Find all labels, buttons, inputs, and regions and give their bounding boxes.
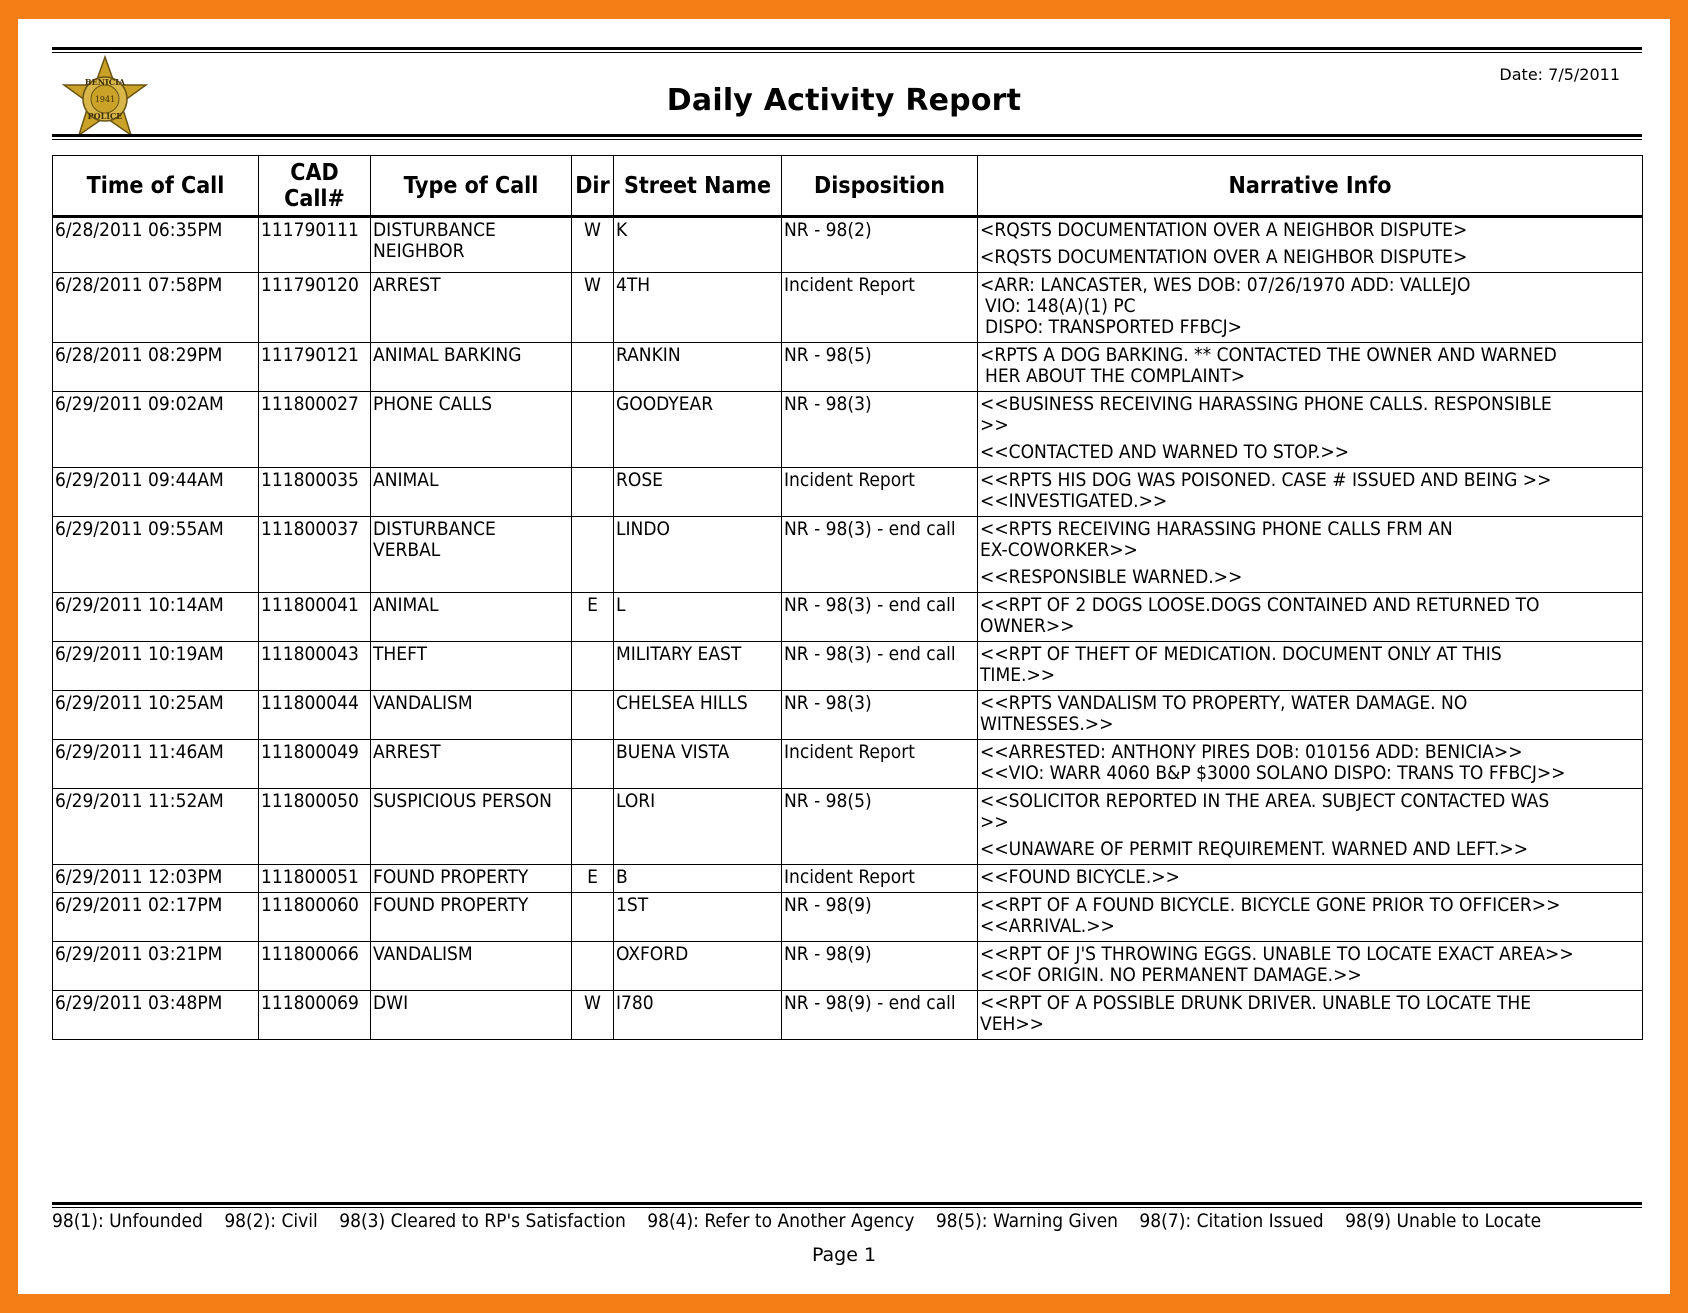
cell-cad-call (259, 740, 371, 789)
cell-time-of-call (53, 468, 259, 517)
cell-disposition (782, 593, 978, 642)
cell-cad-call (259, 392, 371, 468)
narrative-line: <<VIO: WARR 4060 B&P $3000 SOLANO DISPO: TRANS TO FFBCJ>> (980, 762, 1566, 784)
cell-disposition (782, 273, 978, 343)
cell-cad-call (259, 942, 371, 991)
cell-time-of-call-text: 6/29/2011 10:14AM (55, 594, 224, 616)
cell-type-of-call (371, 691, 572, 740)
cell-street-name (614, 991, 782, 1040)
cell-type-of-call-text: VANDALISM (373, 692, 473, 714)
cell-disposition (782, 392, 978, 468)
narrative-line: <<OF ORIGIN. NO PERMANENT DAMAGE.>> (980, 964, 1362, 986)
cell-street-name (614, 273, 782, 343)
narrative-line: <<RPTS HIS DOG WAS POISONED. CASE # ISSUED AND BEING >> (980, 469, 1552, 491)
cell-cad-call (259, 593, 371, 642)
cell-time-of-call (53, 593, 259, 642)
cell-type-of-call (371, 789, 572, 865)
cell-street-name (614, 740, 782, 789)
cell-dir-text: W (584, 219, 601, 241)
cell-narrative-info (978, 789, 1643, 865)
cell-cad-call-text: 111800060 (261, 894, 359, 916)
table-row (53, 392, 1643, 468)
cell-narrative-info (978, 991, 1643, 1040)
cell-time-of-call (53, 893, 259, 942)
cell-type-of-call (371, 217, 572, 273)
cell-narrative-info (978, 217, 1643, 273)
cell-time-of-call (53, 865, 259, 893)
narrative-line: <<RPT OF A FOUND BICYCLE. BICYCLE GONE PRIOR TO OFFICER>> (980, 894, 1561, 916)
cell-type-of-call (371, 865, 572, 893)
top-rule (52, 47, 1642, 53)
narrative-line: <<FOUND BICYCLE.>> (980, 866, 1180, 888)
legend-item: 98(1): Unfounded (52, 1210, 203, 1232)
narrative-line: <ARR: LANCASTER, WES DOB: 07/26/1970 ADD: VALLEJO (980, 274, 1471, 296)
cell-street-name-text: BUENA VISTA (616, 741, 730, 763)
table-row (53, 343, 1643, 392)
cell-street-name-text: 1ST (616, 894, 649, 916)
cell-cad-call-text: 111800051 (261, 866, 359, 888)
cell-time-of-call (53, 217, 259, 273)
cell-street-name-text: CHELSEA HILLS (616, 692, 748, 714)
cell-street-name (614, 593, 782, 642)
narrative-line: <<RESPONSIBLE WARNED.>> (980, 566, 1243, 588)
narrative-line: <<RPTS RECEIVING HARASSING PHONE CALLS FRM AN (980, 518, 1453, 540)
cell-narrative-info (978, 893, 1643, 942)
cell-disposition-text: Incident Report (784, 274, 915, 296)
cell-dir (572, 691, 614, 740)
cell-disposition-text: NR - 98(9) (784, 943, 872, 965)
cell-street-name (614, 942, 782, 991)
cell-type-of-call-text: NEIGHBOR (373, 240, 465, 262)
cell-disposition (782, 691, 978, 740)
cell-disposition-text: NR - 98(2) (784, 219, 872, 241)
cell-time-of-call (53, 273, 259, 343)
cell-dir (572, 217, 614, 273)
cell-disposition-text: NR - 98(3) - end call (784, 594, 956, 616)
cell-time-of-call (53, 942, 259, 991)
table-row (53, 468, 1643, 517)
cell-cad-call-text: 111800027 (261, 393, 359, 415)
narrative-line: <<RPT OF J'S THROWING EGGS. UNABLE TO LOCATE EXACT AREA>> (980, 943, 1574, 965)
cell-narrative-info (978, 273, 1643, 343)
cell-type-of-call-text: ANIMAL BARKING (373, 344, 522, 366)
table-row (53, 893, 1643, 942)
page-title: Daily Activity Report (666, 83, 1022, 118)
cell-disposition (782, 942, 978, 991)
cell-street-name-text: GOODYEAR (616, 393, 714, 415)
cell-cad-call-text: 111800050 (261, 790, 359, 812)
cell-disposition-text: NR - 98(3) (784, 692, 872, 714)
badge-year-text: 1941 (94, 95, 116, 104)
narrative-line: <<RPT OF A POSSIBLE DRUNK DRIVER. UNABLE TO LOCATE THE (980, 992, 1532, 1014)
cell-time-of-call (53, 789, 259, 865)
cell-disposition-text: NR - 98(3) (784, 393, 872, 415)
cell-time-of-call-text: 6/28/2011 08:29PM (55, 344, 223, 366)
cell-street-name-text: ROSE (616, 469, 663, 491)
cell-street-name (614, 642, 782, 691)
cell-cad-call (259, 991, 371, 1040)
table-body (53, 217, 1643, 1040)
col-header-disposition: Disposition (782, 156, 978, 217)
cell-cad-call-text: 111800049 (261, 741, 359, 763)
cell-type-of-call-text: FOUND PROPERTY (373, 866, 529, 888)
narrative-line: >> (980, 811, 1009, 833)
narrative-line: HER ABOUT THE COMPLAINT> (985, 365, 1246, 387)
cell-street-name (614, 517, 782, 593)
cell-narrative-info (978, 517, 1643, 593)
cell-disposition-text: NR - 98(3) - end call (784, 518, 956, 540)
cell-narrative-info (978, 942, 1643, 991)
cell-cad-call-text: 111790120 (261, 274, 359, 296)
cell-cad-call (259, 893, 371, 942)
cell-time-of-call-text: 6/29/2011 03:48PM (55, 992, 223, 1014)
narrative-line: <<RPT OF 2 DOGS LOOSE.DOGS CONTAINED AND RETURNED TO (980, 594, 1540, 616)
cell-type-of-call-text: THEFT (373, 643, 428, 665)
narrative-line: <<INVESTIGATED.>> (980, 490, 1168, 512)
cell-time-of-call-text: 6/29/2011 09:44AM (55, 469, 224, 491)
cell-disposition-text: NR - 98(5) (784, 344, 872, 366)
cell-narrative-info (978, 691, 1643, 740)
cell-time-of-call-text: 6/29/2011 09:02AM (55, 393, 224, 415)
cell-disposition-text: Incident Report (784, 741, 915, 763)
cell-time-of-call-text: 6/28/2011 06:35PM (55, 219, 223, 241)
cell-narrative-info (978, 865, 1643, 893)
cell-dir-text: E (587, 594, 598, 616)
cell-street-name (614, 343, 782, 392)
table-header-row (53, 156, 1643, 217)
cell-time-of-call (53, 343, 259, 392)
cell-type-of-call-text: DISTURBANCE (373, 219, 496, 241)
cell-type-of-call-text: VERBAL (373, 539, 441, 561)
cell-time-of-call-text: 6/29/2011 09:55AM (55, 518, 224, 540)
cell-street-name (614, 217, 782, 273)
cell-street-name-text: I780 (616, 992, 654, 1014)
cell-cad-call (259, 642, 371, 691)
cell-street-name (614, 865, 782, 893)
cell-disposition-text: NR - 98(5) (784, 790, 872, 812)
cell-dir (572, 740, 614, 789)
cell-cad-call (259, 217, 371, 273)
cell-type-of-call-text: VANDALISM (373, 943, 473, 965)
cell-disposition-text: Incident Report (784, 469, 915, 491)
cell-narrative-info (978, 392, 1643, 468)
cell-type-of-call (371, 893, 572, 942)
narrative-line: VIO: 148(A)(1) PC (985, 295, 1136, 317)
col-header-type: Type of Call (371, 156, 572, 217)
cell-type-of-call (371, 517, 572, 593)
cell-disposition (782, 789, 978, 865)
cell-type-of-call-text: ANIMAL (373, 594, 439, 616)
cell-street-name (614, 468, 782, 517)
cell-street-name-text: K (616, 219, 628, 241)
report-date: Date: 7/5/2011 (1499, 65, 1620, 84)
cell-cad-call-text: 111800041 (261, 594, 359, 616)
page-number: Page 1 (811, 1244, 877, 1266)
cell-street-name-text: RANKIN (616, 344, 681, 366)
cell-time-of-call-text: 6/29/2011 11:52AM (55, 790, 224, 812)
narrative-line: <<CONTACTED AND WARNED TO STOP.>> (980, 441, 1350, 463)
cell-time-of-call (53, 691, 259, 740)
col-header-street: Street Name (614, 156, 782, 217)
cell-type-of-call (371, 942, 572, 991)
narrative-line: <<UNAWARE OF PERMIT REQUIREMENT. WARNED AND LEFT.>> (980, 838, 1529, 860)
narrative-line: <<ARRIVAL.>> (980, 915, 1115, 937)
cell-street-name-text: OXFORD (616, 943, 689, 965)
legend-item: 98(2): Civil (224, 1210, 318, 1232)
col-header-cad: CAD Call# (259, 156, 371, 217)
narrative-line: TIME.>> (980, 664, 1056, 686)
cell-dir (572, 865, 614, 893)
cell-type-of-call-text: FOUND PROPERTY (373, 894, 529, 916)
cell-dir (572, 789, 614, 865)
table-row (53, 740, 1643, 789)
cell-dir (572, 273, 614, 343)
cell-cad-call-text: 111790121 (261, 344, 359, 366)
cell-cad-call-text: 111800043 (261, 643, 359, 665)
cell-narrative-info (978, 593, 1643, 642)
cell-dir (572, 942, 614, 991)
narrative-line: DISPO: TRANSPORTED FFBCJ> (985, 316, 1242, 338)
table-row (53, 517, 1643, 593)
cell-disposition (782, 740, 978, 789)
cell-type-of-call-text: PHONE CALLS (373, 393, 493, 415)
cell-time-of-call-text: 6/29/2011 10:25AM (55, 692, 224, 714)
cell-dir (572, 343, 614, 392)
cell-time-of-call-text: 6/29/2011 12:03PM (55, 866, 223, 888)
table-row (53, 273, 1643, 343)
narrative-line: <<BUSINESS RECEIVING HARASSING PHONE CALLS. RESPONSIBLE (980, 393, 1552, 415)
cell-cad-call-text: 111800069 (261, 992, 359, 1014)
cell-type-of-call (371, 642, 572, 691)
narrative-line: <<RPTS VANDALISM TO PROPERTY, WATER DAMAGE. NO (980, 692, 1468, 714)
cell-street-name-text: LORI (616, 790, 656, 812)
cell-time-of-call-text: 6/29/2011 03:21PM (55, 943, 223, 965)
cell-cad-call (259, 691, 371, 740)
cell-narrative-info (978, 642, 1643, 691)
cell-cad-call (259, 468, 371, 517)
table-row (53, 942, 1643, 991)
cell-type-of-call (371, 343, 572, 392)
narrative-line: <<SOLICITOR REPORTED IN THE AREA. SUBJECT CONTACTED WAS (980, 790, 1550, 812)
legend-item: 98(7): Citation Issued (1139, 1210, 1324, 1232)
cell-disposition (782, 343, 978, 392)
cell-street-name-text: LINDO (616, 518, 670, 540)
table-row (53, 217, 1643, 273)
cell-disposition-text: NR - 98(3) - end call (784, 643, 956, 665)
legend-item: 98(9) Unable to Locate (1345, 1210, 1542, 1232)
cell-cad-call-text: 111800035 (261, 469, 359, 491)
narrative-line: WITNESSES.>> (980, 713, 1114, 735)
disposition-legend (52, 1210, 1652, 1232)
badge-top-text: BENICIA (84, 77, 126, 87)
cell-narrative-info (978, 343, 1643, 392)
cell-time-of-call (53, 517, 259, 593)
cell-cad-call-text: 111800044 (261, 692, 359, 714)
cell-narrative-info (978, 468, 1643, 517)
table-row (53, 593, 1643, 642)
legend-item: 98(3) Cleared to RP's Satisfaction (339, 1210, 626, 1232)
cell-type-of-call-text: ANIMAL (373, 469, 439, 491)
table-row (53, 991, 1643, 1040)
cell-dir (572, 593, 614, 642)
cell-street-name-text: L (616, 594, 626, 616)
cell-type-of-call (371, 392, 572, 468)
cell-disposition (782, 468, 978, 517)
cell-disposition-text: NR - 98(9) - end call (784, 992, 956, 1014)
cell-type-of-call-text: ARREST (373, 741, 441, 763)
table-row (53, 642, 1643, 691)
narrative-line: <RQSTS DOCUMENTATION OVER A NEIGHBOR DISPUTE> (980, 219, 1468, 241)
cell-type-of-call (371, 991, 572, 1040)
cell-disposition-text: Incident Report (784, 866, 915, 888)
cell-cad-call-text: 111800066 (261, 943, 359, 965)
header-rule (52, 134, 1642, 140)
cell-dir-text: W (584, 992, 601, 1014)
cell-street-name (614, 392, 782, 468)
cell-type-of-call-text: DISTURBANCE (373, 518, 496, 540)
cell-disposition-text: NR - 98(9) (784, 894, 872, 916)
narrative-line: <<ARRESTED: ANTHONY PIRES DOB: 010156 ADD: BENICIA>> (980, 741, 1523, 763)
legend-item: 98(4): Refer to Another Agency (647, 1210, 915, 1232)
cell-dir (572, 468, 614, 517)
cell-type-of-call-text: ARREST (373, 274, 441, 296)
narrative-line: VEH>> (980, 1013, 1044, 1035)
cell-type-of-call-text: DWI (373, 992, 409, 1014)
legend-item: 98(5): Warning Given (935, 1210, 1118, 1232)
cell-time-of-call-text: 6/28/2011 07:58PM (55, 274, 223, 296)
cell-disposition (782, 865, 978, 893)
cell-time-of-call-text: 6/29/2011 10:19AM (55, 643, 224, 665)
cell-time-of-call (53, 642, 259, 691)
table-row (53, 789, 1643, 865)
cell-dir (572, 642, 614, 691)
cell-time-of-call (53, 392, 259, 468)
col-header-dir: Dir (572, 156, 614, 217)
cell-disposition (782, 991, 978, 1040)
cell-dir (572, 392, 614, 468)
cell-time-of-call-text: 6/29/2011 02:17PM (55, 894, 223, 916)
narrative-line: <<RPT OF THEFT OF MEDICATION. DOCUMENT ONLY AT THIS (980, 643, 1502, 665)
cell-cad-call (259, 273, 371, 343)
cell-type-of-call (371, 740, 572, 789)
cell-type-of-call (371, 273, 572, 343)
report-page (18, 19, 1670, 1294)
cell-disposition (782, 517, 978, 593)
narrative-line: <RQSTS DOCUMENTATION OVER A NEIGHBOR DISPUTE> (980, 246, 1468, 268)
cell-street-name (614, 789, 782, 865)
cell-cad-call (259, 517, 371, 593)
badge-bottom-text: POLICE (87, 111, 123, 121)
cell-dir (572, 991, 614, 1040)
cell-dir (572, 893, 614, 942)
narrative-line: OWNER>> (980, 615, 1075, 637)
cell-disposition (782, 642, 978, 691)
cell-cad-call (259, 789, 371, 865)
narrative-line: EX-COWORKER>> (980, 539, 1138, 561)
cell-time-of-call (53, 740, 259, 789)
cell-cad-call (259, 343, 371, 392)
cell-disposition (782, 217, 978, 273)
cell-dir-text: W (584, 274, 601, 296)
table-row (53, 691, 1643, 740)
col-header-narrative: Narrative Info (978, 156, 1643, 217)
col-header-time: Time of Call (53, 156, 259, 217)
cell-type-of-call (371, 468, 572, 517)
cell-cad-call (259, 865, 371, 893)
cell-disposition (782, 893, 978, 942)
cell-type-of-call-text: SUSPICIOUS PERSON (373, 790, 552, 812)
cell-street-name (614, 691, 782, 740)
narrative-line: <RPTS A DOG BARKING. ** CONTACTED THE OWNER AND WARNED (980, 344, 1557, 366)
cell-time-of-call (53, 991, 259, 1040)
cell-narrative-info (978, 740, 1643, 789)
cell-street-name-text: 4TH (616, 274, 651, 296)
table-row (53, 865, 1643, 893)
cell-street-name-text: B (616, 866, 628, 888)
narrative-line: >> (980, 414, 1009, 436)
cell-type-of-call (371, 593, 572, 642)
cell-time-of-call-text: 6/29/2011 11:46AM (55, 741, 224, 763)
footer-rule (52, 1202, 1642, 1208)
cell-dir-text: E (587, 866, 598, 888)
cell-cad-call-text: 111790111 (261, 219, 359, 241)
activity-table (52, 155, 1643, 1040)
cell-cad-call-text: 111800037 (261, 518, 359, 540)
cell-dir (572, 517, 614, 593)
cell-street-name-text: MILITARY EAST (616, 643, 742, 665)
cell-street-name (614, 893, 782, 942)
